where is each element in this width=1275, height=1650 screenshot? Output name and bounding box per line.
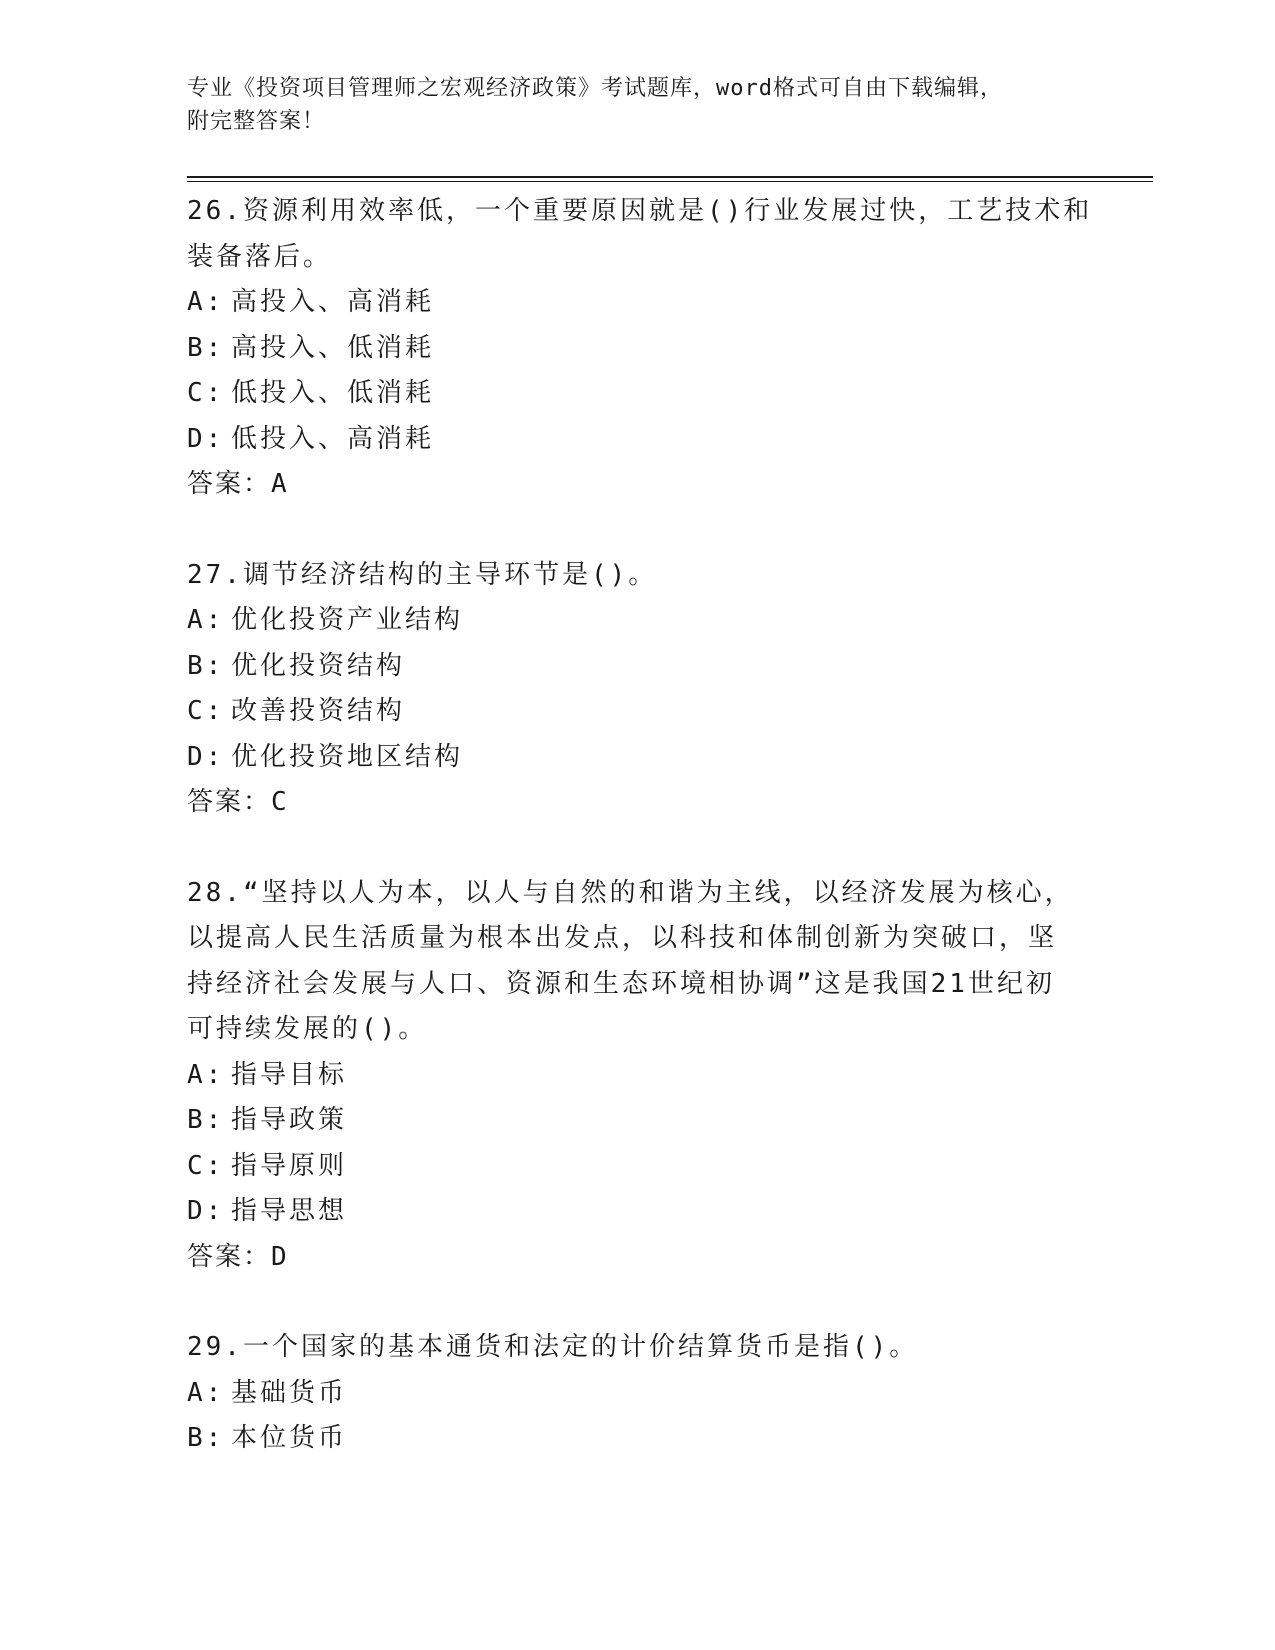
question-stem-line: 持经济社会发展与人口、资源和生态环境相协调”这是我国21世纪初 — [187, 968, 1055, 999]
question-26 — [187, 189, 1093, 508]
option-a — [187, 280, 1087, 326]
option-key: C: — [187, 378, 225, 408]
option-c — [187, 1144, 1087, 1190]
option-text: 优化投资产业结构 — [231, 605, 464, 635]
option-d — [187, 735, 1087, 781]
option-d — [187, 417, 1087, 463]
question-stem-line: 装备落后。 — [187, 241, 333, 272]
option-text: 本位货币 — [231, 1423, 348, 1453]
option-key: B: — [187, 332, 225, 363]
question-stem-line: 28.“坚持以人为本，以人与自然的和谐为主线，以经济发展为核心， — [187, 877, 1074, 908]
question-stem-line: 27.调节经济结构的主导环节是()。 — [187, 559, 658, 590]
option-d — [187, 1189, 1087, 1235]
option-text: 高投入、低消耗 — [231, 332, 435, 363]
option-b — [187, 326, 1087, 372]
option-b — [187, 1416, 1087, 1462]
option-text: 高投入、高消耗 — [231, 287, 435, 317]
option-text: 指导政策 — [231, 1105, 348, 1135]
option-key: D: — [187, 423, 225, 454]
question-stem-line: 以提高人民生活质量为根本出发点，以科技和体制创新为突破口，坚 — [187, 923, 1058, 953]
option-key: C: — [187, 1150, 225, 1181]
option-b — [187, 1098, 1087, 1144]
question-stem-line: 可持续发展的()。 — [187, 1014, 428, 1044]
header-divider-thick — [187, 176, 1153, 178]
header-line-1: 专业《投资项目管理师之宏观经济政策》考试题库，word格式可自由下载编辑， — [187, 76, 1003, 101]
option-text: 优化投资地区结构 — [231, 741, 464, 772]
header-divider-thin — [187, 181, 1153, 182]
option-a — [187, 1053, 1087, 1099]
option-text: 低投入、低消耗 — [231, 378, 435, 408]
answer-line: 答案：A — [187, 469, 289, 499]
question-28 — [187, 871, 1087, 1281]
option-key: B: — [187, 650, 225, 681]
question-29 — [187, 1325, 1087, 1462]
option-key: B: — [187, 1423, 225, 1453]
option-c — [187, 689, 1087, 735]
option-text: 指导思想 — [231, 1196, 348, 1226]
option-text: 指导原则 — [231, 1150, 348, 1181]
answer-line: 答案：D — [187, 1241, 289, 1272]
option-a — [187, 598, 1087, 644]
answer-line: 答案：C — [187, 787, 289, 817]
question-list — [187, 189, 1093, 1507]
option-key: A: — [187, 287, 225, 317]
question-stem-line: 26.资源利用效率低，一个重要原因就是()行业发展过快，工艺技术和 — [187, 196, 1093, 226]
option-text: 优化投资结构 — [231, 650, 406, 681]
question-stem-line: 29.一个国家的基本通货和法定的计价结算货币是指()。 — [187, 1332, 919, 1362]
option-key: A: — [187, 1059, 225, 1090]
option-text: 基础货币 — [231, 1377, 348, 1408]
option-b — [187, 644, 1087, 690]
option-text: 指导目标 — [231, 1059, 348, 1090]
option-text: 低投入、高消耗 — [231, 423, 435, 454]
option-key: A: — [187, 605, 225, 635]
option-key: B: — [187, 1105, 225, 1135]
option-a — [187, 1371, 1087, 1417]
option-c — [187, 371, 1087, 417]
option-text: 改善投资结构 — [231, 696, 406, 726]
question-27 — [187, 553, 1087, 826]
option-key: D: — [187, 741, 225, 772]
header-line-2: 附完整答案！ — [187, 109, 326, 134]
document-header — [187, 72, 1087, 138]
option-key: D: — [187, 1196, 225, 1226]
option-key: C: — [187, 696, 225, 726]
option-key: A: — [187, 1377, 225, 1408]
